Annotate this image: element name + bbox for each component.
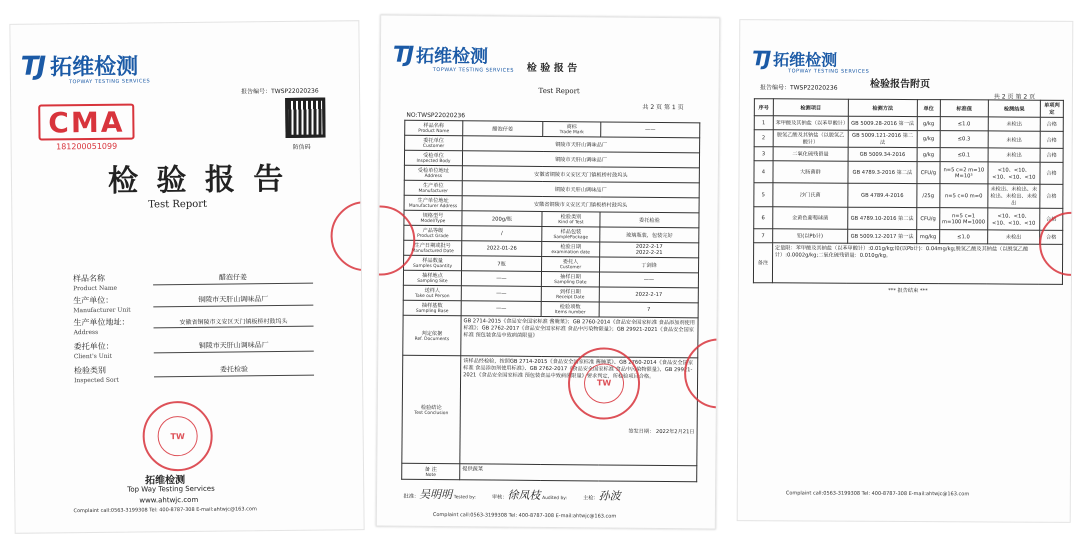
label-en: Sampling Base	[415, 308, 449, 315]
table-cell: GB 5009.121-2016 第二法	[848, 130, 917, 147]
table-cell: 二氧化硫残留量	[773, 147, 848, 161]
auditor-signature: 徐凤枝	[507, 488, 541, 502]
row-text: 该样品经检验，按照GB 2714-2015《食品安全国家标准 酱腌菜》、GB 2760-2014《食品安全国家标准 食品添加剂使用标准》、GB 2762-2017《食品安全国家标准 食品中污染物限量》、GB 29921-2021《食品安全国家标准 预包装食品中致病菌限量》要求判定，所检验项目合格。	[463, 358, 693, 380]
conclusion-row	[402, 355, 698, 466]
remark-value: 定量限：苯甲酸及其钠盐（以苯甲酸计）:0.01g/kg;铅(以Pb计)：0.04mg/kg;脱氢乙酸及其钠盐（以脱氢乙酸计）:0.0002g/kg;二氧化硫残留量：0.010g/kg。	[772, 243, 1062, 285]
label-cn: 受检单位	[423, 152, 444, 160]
field-label-en: Client's Unit	[73, 352, 113, 361]
table-cell: 未检出	[987, 230, 1039, 244]
label-cn: 判定依据	[421, 330, 443, 337]
table-cell: mg/kg	[916, 230, 939, 244]
table-cell: ≤1.0	[940, 117, 988, 131]
label-en: Product Name	[418, 128, 450, 135]
appendix-footer: Complaint call:0563-3199308 Tel: 400-8787-308 E-mail:ahtwjc@163.com	[785, 490, 970, 498]
table-cell: 沙门氏菌	[773, 183, 848, 207]
basis-row	[403, 315, 698, 358]
table-cell: 7	[754, 229, 773, 243]
tester-signature: 孙波	[598, 489, 621, 503]
brand-logo	[752, 46, 837, 70]
label-en: Kind of Test	[558, 220, 584, 226]
table-cell: 未检出、未检出、未检出、未检出、未检出	[988, 184, 1040, 208]
field-product-name	[73, 272, 313, 295]
label-en: Manufacturer Address	[408, 203, 458, 210]
row-value: 委托检验	[600, 212, 699, 228]
row-value: ——	[461, 286, 541, 302]
table-cell: CFU/g	[917, 162, 940, 184]
brand-sub: TOPWAY TESTING SERVICES	[432, 66, 515, 74]
brand-mark: TJ	[752, 46, 770, 71]
table-row	[754, 161, 1063, 185]
label-en: Note	[425, 472, 436, 478]
table-cell: 合格	[1040, 208, 1063, 230]
row-value: ——	[599, 272, 698, 288]
table-cell: 6	[754, 207, 773, 229]
label-cn: 到样日期	[559, 289, 581, 296]
table-cell: 苯甲酸及其钠盐（以苯甲酸计）	[773, 116, 848, 130]
table-cell: g/kg	[917, 131, 940, 148]
label-en: Test Conclusion	[414, 410, 449, 416]
report-title: 检 验 报 告	[526, 62, 578, 75]
label-cn: 检验日期	[560, 244, 582, 251]
label-cn: 委托单位	[423, 137, 445, 145]
brand-sub: TOPWAY TESTING SERVICES	[68, 78, 151, 86]
table-cell: GB 5009.34-2016	[848, 147, 917, 161]
row-label	[403, 315, 461, 356]
field-label: 生产单位地址：	[73, 317, 130, 328]
table-cell: 合格	[1040, 131, 1063, 148]
label-en: Sampling Date	[554, 280, 587, 286]
report-number	[241, 86, 319, 96]
label-en: Product Grade	[417, 233, 449, 240]
row-label	[404, 255, 462, 271]
approver-signature: 吴明明	[419, 487, 453, 502]
table-cell: g/kg	[917, 117, 940, 131]
label-en: Manufacturer	[418, 188, 448, 195]
label-cn: 生产日期或批号	[414, 242, 451, 250]
label-cn: 样品数量	[422, 257, 443, 265]
cma-mark	[38, 104, 134, 152]
label-cn: 备 注	[424, 466, 437, 473]
table-cell: 脱氢乙酸及其钠盐（以脱氢乙酸计）	[773, 130, 848, 147]
field-value: 醋泡仔姜	[153, 272, 313, 286]
brand-sub: TOPWAY TESTING SERVICES	[788, 68, 870, 75]
label-cn: 生产单位地址	[417, 197, 449, 205]
row-label	[404, 165, 462, 181]
field-label: 委托单位：	[73, 341, 114, 352]
column-header: 单位	[917, 100, 940, 117]
label-cn: 检验结论	[420, 404, 442, 411]
label-en: SamplePackage	[553, 235, 589, 241]
table-cell: <10、<10、<10、<10、<10	[988, 208, 1040, 230]
table-row	[754, 130, 1063, 149]
auditor-label: 审核：	[491, 494, 508, 501]
column-header: 序号	[754, 99, 773, 116]
sign-date: 签发日期： 2022年2月21日	[628, 428, 695, 436]
row-value: 200g/瓶	[462, 211, 542, 227]
report-footer: Complaint call:0563-3199308 Tel: 400-8787-308 E-mail:ahtwjc@163.com	[432, 512, 617, 520]
report-title-en: Test Report	[538, 86, 580, 96]
field-manufacturer	[73, 294, 313, 317]
label-en: examination date	[551, 250, 590, 256]
table-cell: 合格	[1040, 148, 1063, 162]
end-row	[753, 283, 1062, 296]
brand-logo	[21, 50, 139, 82]
label-cn: 抽样地点	[422, 272, 443, 280]
field-value: 铜陵市天肝山调味品厂	[153, 294, 313, 308]
table-cell: 金黄色葡萄球菌	[773, 207, 848, 229]
appendix-page-count: 共 2 页 第 2 页	[993, 93, 1036, 101]
table-cell: 合格	[1040, 117, 1063, 131]
table-cell: 铅(以Pb计)	[772, 229, 847, 243]
table-cell: 未检出	[988, 131, 1040, 148]
table-cell: 2	[754, 130, 773, 147]
seam-stamp	[330, 201, 364, 272]
label-cn: 生产单位	[422, 182, 444, 190]
table-row	[754, 207, 1063, 231]
row-value: /	[462, 226, 542, 242]
field-client	[74, 340, 314, 363]
column-header: 检测结果	[988, 100, 1040, 117]
appendix-title: 检验报告附页	[869, 78, 931, 91]
label-en: Manufactured Date	[411, 248, 454, 255]
org-en: Top Way Testing Services	[127, 484, 215, 494]
label-cn: 商标	[566, 124, 577, 131]
field-value: 铜陵市天肝山调味品厂	[154, 340, 314, 354]
row-label	[405, 120, 463, 136]
row-value: 铜陵市天肝山调味品厂	[462, 181, 699, 198]
row-value: 铜陵市天肝山调味品厂	[463, 136, 700, 153]
label-cn: 样品包装	[560, 229, 582, 236]
table-cell: n=5 c=1 m=100 M=1000	[939, 208, 987, 230]
auditor-en: Audited by:	[542, 495, 568, 502]
column-header: 检测项目	[773, 99, 848, 116]
table-cell: 合格	[1040, 230, 1063, 244]
cma-number: 181200051099	[56, 141, 118, 152]
signatures	[401, 479, 696, 505]
label-en: Receipt Date	[556, 295, 585, 301]
row-value: 醋泡仔姜	[463, 121, 543, 137]
column-header: 检测方法	[848, 99, 917, 116]
official-stamp	[142, 401, 213, 472]
table-cell: 未检出	[988, 148, 1040, 162]
table-cell: /25g	[917, 184, 940, 208]
table-cell: ≤0.1	[940, 148, 988, 162]
row-text: GB 2714-2015《食品安全国家标准 酱腌菜》；GB 2760-2014《食品安全国家标准 食品添加剂使用标准》；GB 2762-2017《食品安全国家标准 食品中污染物限量》；GB 29921-2021《食品安全国家标准 预包装食品中致病菌限量》	[463, 318, 695, 339]
table-cell: CFU/g	[917, 208, 940, 230]
cover-title-en: Test Report	[148, 198, 208, 211]
label-cn: 检验项数	[559, 304, 581, 311]
row-value: ——	[461, 271, 541, 287]
report-page	[376, 15, 720, 530]
table-cell: n=5 c=0 m=0	[940, 184, 988, 208]
field-label-en: Manufacturer Unit	[73, 306, 131, 315]
label-cn: 检验类别	[560, 214, 582, 221]
row-label	[404, 210, 462, 226]
column-header: 标准值	[940, 100, 988, 117]
table-cell: 5	[754, 183, 773, 207]
row-label	[405, 135, 463, 151]
row-label	[402, 355, 461, 464]
row-label	[404, 180, 462, 196]
appendix-table	[753, 98, 1064, 296]
field-label-en: Inspected Sort	[74, 376, 119, 385]
field-label: 样品名称	[72, 273, 106, 284]
qr-label: 防伪码	[292, 143, 311, 151]
org-name: 拓维检测	[145, 475, 186, 487]
row-label	[541, 286, 599, 302]
field-label-en: Product Name	[73, 284, 118, 293]
row-value: 安徽省铜陵市义安区天门镇板桥村鼓坞头	[462, 196, 699, 213]
cma-logo: CMA	[38, 104, 134, 141]
row-value: 安徽省铜陵市义安区天门镇板桥村鼓坞头	[462, 166, 699, 183]
field-label: 检验类别	[73, 365, 107, 376]
row-value: 2022-2-17	[599, 287, 698, 303]
remark-label: 备注	[753, 243, 772, 283]
label-en: Samples Quantity	[412, 263, 453, 270]
report-table	[401, 120, 700, 506]
brand-name: 拓维检测	[773, 49, 838, 70]
label-cn: 样品名称	[423, 122, 445, 130]
row-label	[542, 226, 600, 242]
table-cell: <10、<10、<10、<10、<10	[988, 162, 1040, 184]
report-page-count: 共 2 页 第 1 页	[642, 103, 684, 112]
label-cn: 抽样日期	[560, 274, 581, 281]
cover-title: 检 验 报 告	[107, 161, 288, 199]
field-value: 委托检验	[154, 364, 314, 378]
label-en: Ref. Documents	[414, 336, 450, 342]
field-label-en: Address	[73, 328, 99, 337]
row-value: 7瓶	[462, 256, 542, 272]
label-en: Customer	[559, 265, 582, 271]
table-cell: 1	[754, 116, 773, 130]
cover-page	[9, 20, 364, 534]
row-label	[403, 300, 461, 316]
table-cell: GB 4789.4-2016	[848, 183, 917, 207]
official-stamp	[568, 347, 641, 420]
table-cell: ≤0.3	[940, 131, 988, 148]
label-en: Take out Person	[415, 293, 450, 300]
table-header-row	[754, 99, 1063, 118]
row-value: ——	[461, 301, 541, 317]
brand-mark: TJ	[20, 50, 45, 82]
field-value: 安徽省铜陵市义安区天门镇板桥村鼓坞头	[153, 316, 313, 329]
table-cell: ≤1.0	[939, 230, 987, 244]
table-cell: 合格	[1040, 184, 1063, 208]
row-label	[543, 121, 601, 137]
row-label	[542, 241, 600, 257]
table-row	[754, 183, 1063, 209]
label-en: Trade Mark	[559, 130, 584, 136]
appendix-report-no: 报告编号：TWSP22020236	[759, 84, 838, 92]
label-cn: 规格型号	[422, 212, 444, 220]
table-cell: n=5 c=2 m=10 M=10³	[940, 162, 988, 184]
row-value: 丁剑锋	[600, 257, 699, 273]
label-en: Inspected Body	[416, 158, 451, 165]
row-value: 2022-01-26	[462, 241, 542, 257]
label-en: Items number	[554, 310, 586, 316]
label-cn: 送样人	[424, 287, 441, 295]
row-label	[542, 211, 600, 227]
row-text: 提供蔬菜	[462, 466, 484, 473]
report-number-value: TWSP22020236	[271, 87, 319, 96]
brand-mark: TJ	[392, 42, 413, 68]
row-label	[541, 271, 599, 287]
row-label	[541, 301, 599, 317]
cover-footer: Complaint call:0563-3199308 Tel: 400-8787-308 E-mail:ahtwjc@163.com	[73, 506, 257, 515]
table-cell: 大肠菌群	[773, 161, 848, 183]
brand-logo	[393, 42, 488, 69]
row-value: ——	[601, 122, 700, 138]
report-number-label: 报告编号：	[241, 88, 272, 96]
table-cell: GB 5009.28-2016 第一法	[848, 116, 917, 130]
org-web: www.ahtwjc.com	[139, 495, 199, 505]
row-label	[404, 195, 462, 211]
row-value: 玻璃瓶装，包装完好	[600, 227, 699, 243]
table-cell: 合格	[1040, 162, 1063, 184]
table-cell: 4	[754, 161, 773, 183]
approver-label: 批准：	[403, 493, 420, 500]
label-cn: 抽样基数	[421, 302, 443, 310]
row-value: 2022-2-17 2022-2-21	[600, 242, 699, 258]
brand-name: 拓维检测	[415, 45, 489, 68]
row-value: 铜陵市天肝山调味品厂	[462, 151, 699, 168]
row-label	[542, 256, 600, 272]
label-cn: 受检单位地址	[417, 167, 449, 175]
row-value	[461, 316, 698, 358]
appendix-page	[737, 19, 1074, 523]
approver-en: Tested by:	[453, 495, 476, 501]
stamp-text: TW	[583, 363, 624, 404]
signature-row	[401, 479, 696, 505]
label-cn: 产品等级	[422, 227, 444, 235]
row-label	[402, 463, 460, 480]
report-no: NO:TWSP22020236	[406, 111, 466, 120]
tester-label: 主检：	[583, 495, 599, 502]
table-cell: GB 5009.12-2017 第一法	[848, 229, 917, 243]
row-label	[403, 270, 461, 286]
report-end: *** 报告结束 ***	[888, 287, 928, 295]
label-en: Address	[424, 173, 443, 180]
stamp-text: TW	[158, 416, 198, 456]
qr-code-icon	[285, 98, 325, 138]
row-label	[404, 150, 462, 166]
table-cell: 未检出	[988, 117, 1040, 131]
brand-name: 拓维检测	[50, 54, 139, 81]
table-cell: 3	[754, 147, 773, 161]
field-inspected-sort	[74, 364, 314, 387]
row-value: 7	[599, 302, 698, 318]
table-cell: GB 4789.3-2016 第二法	[848, 161, 917, 183]
table-cell: GB 4789.10-2016 第二法	[848, 207, 917, 229]
field-label: 生产单位：	[73, 295, 114, 306]
field-address	[73, 316, 313, 339]
column-header: 单项判定	[1040, 100, 1063, 117]
row-label	[403, 285, 461, 301]
table-cell: g/kg	[917, 148, 940, 162]
label-en: Customer	[422, 143, 445, 150]
label-en: Model/Type	[420, 218, 446, 225]
label-en: Sampling Site	[417, 278, 448, 285]
remark-row	[753, 243, 1062, 285]
label-cn: 委托人	[562, 259, 579, 266]
